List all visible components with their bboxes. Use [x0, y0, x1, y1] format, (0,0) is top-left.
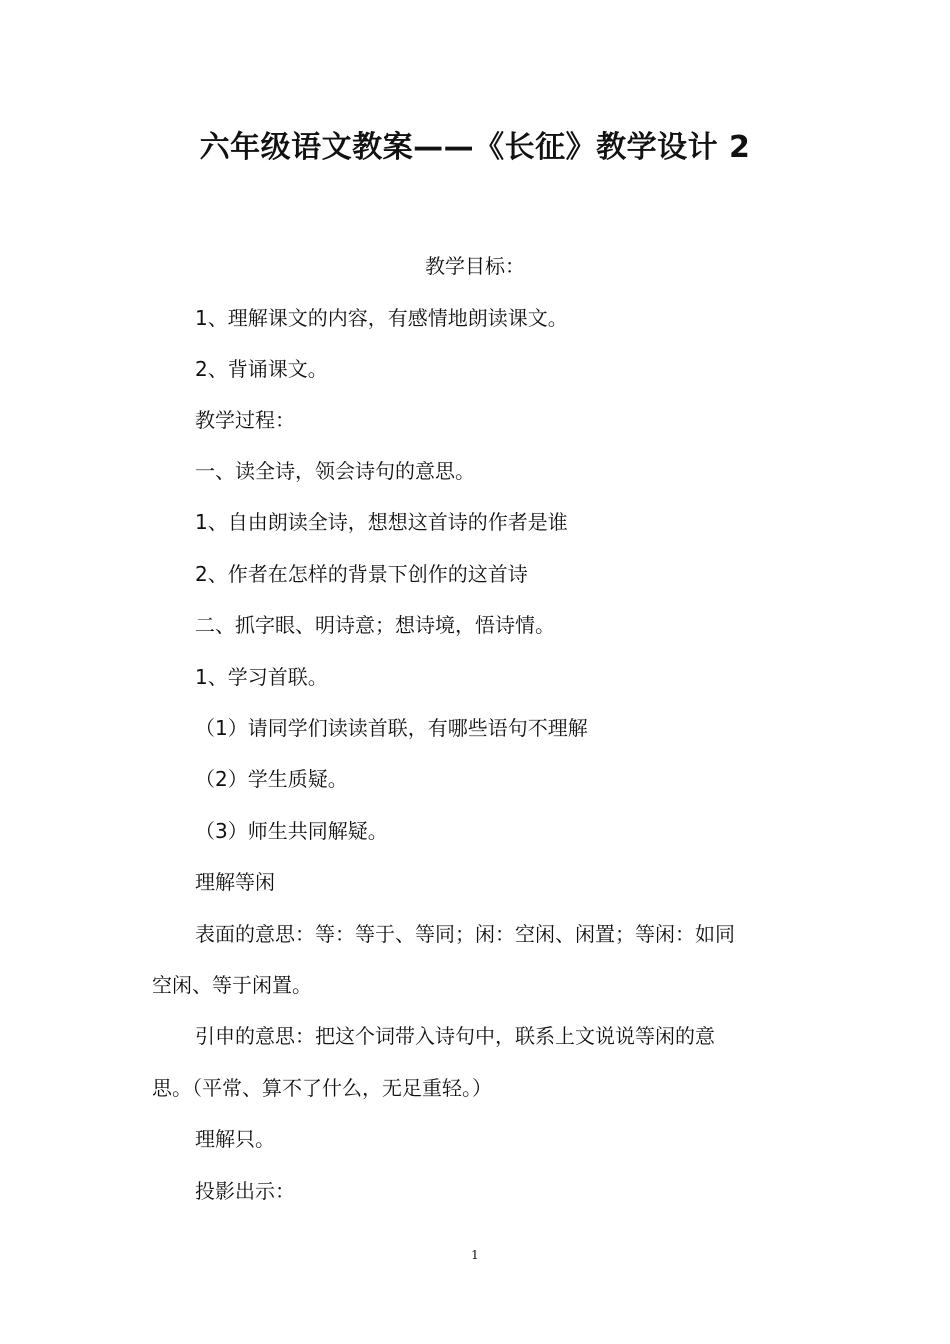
paragraph: 表面的意思：等：等于、等同；闲：空闲、闲置；等闲：如同 [195, 922, 735, 946]
paragraph: 一、读全诗，领会诗句的意思。 [195, 459, 475, 483]
paragraph: 1、学习首联。 [195, 665, 328, 689]
paragraph: 理解等闲 [195, 870, 275, 894]
paragraph: （2）学生质疑。 [195, 767, 348, 791]
paragraph: 二、抓字眼、明诗意；想诗境，悟诗情。 [195, 613, 555, 637]
paragraph: 2、作者在怎样的背景下创作的这首诗 [195, 562, 528, 586]
page-number: 1 [471, 1248, 479, 1262]
paragraph: （3）师生共同解疑。 [195, 819, 388, 843]
paragraph-continuation: 思。（平常、算不了什么，无足重轻。） [152, 1076, 492, 1100]
paragraph: （1）请同学们读读首联，有哪些语句不理解 [195, 716, 588, 740]
section-heading-process: 教学过程： [195, 408, 295, 432]
paragraph: 1、理解课文的内容，有感情地朗读课文。 [195, 306, 568, 330]
section-heading-objectives: 教学目标： [425, 254, 525, 278]
paragraph-continuation: 空闲、等于闲置。 [152, 973, 312, 997]
paragraph: 1、自由朗读全诗，想想这首诗的作者是谁 [195, 510, 568, 534]
paragraph: 理解只。 [195, 1127, 275, 1151]
paragraph: 投影出示： [195, 1179, 295, 1203]
document-title: 六年级语文教案——《长征》教学设计 2 [199, 130, 751, 165]
paragraph: 引申的意思：把这个词带入诗句中，联系上文说说等闲的意 [195, 1024, 715, 1048]
paragraph: 2、背诵课文。 [195, 357, 328, 381]
